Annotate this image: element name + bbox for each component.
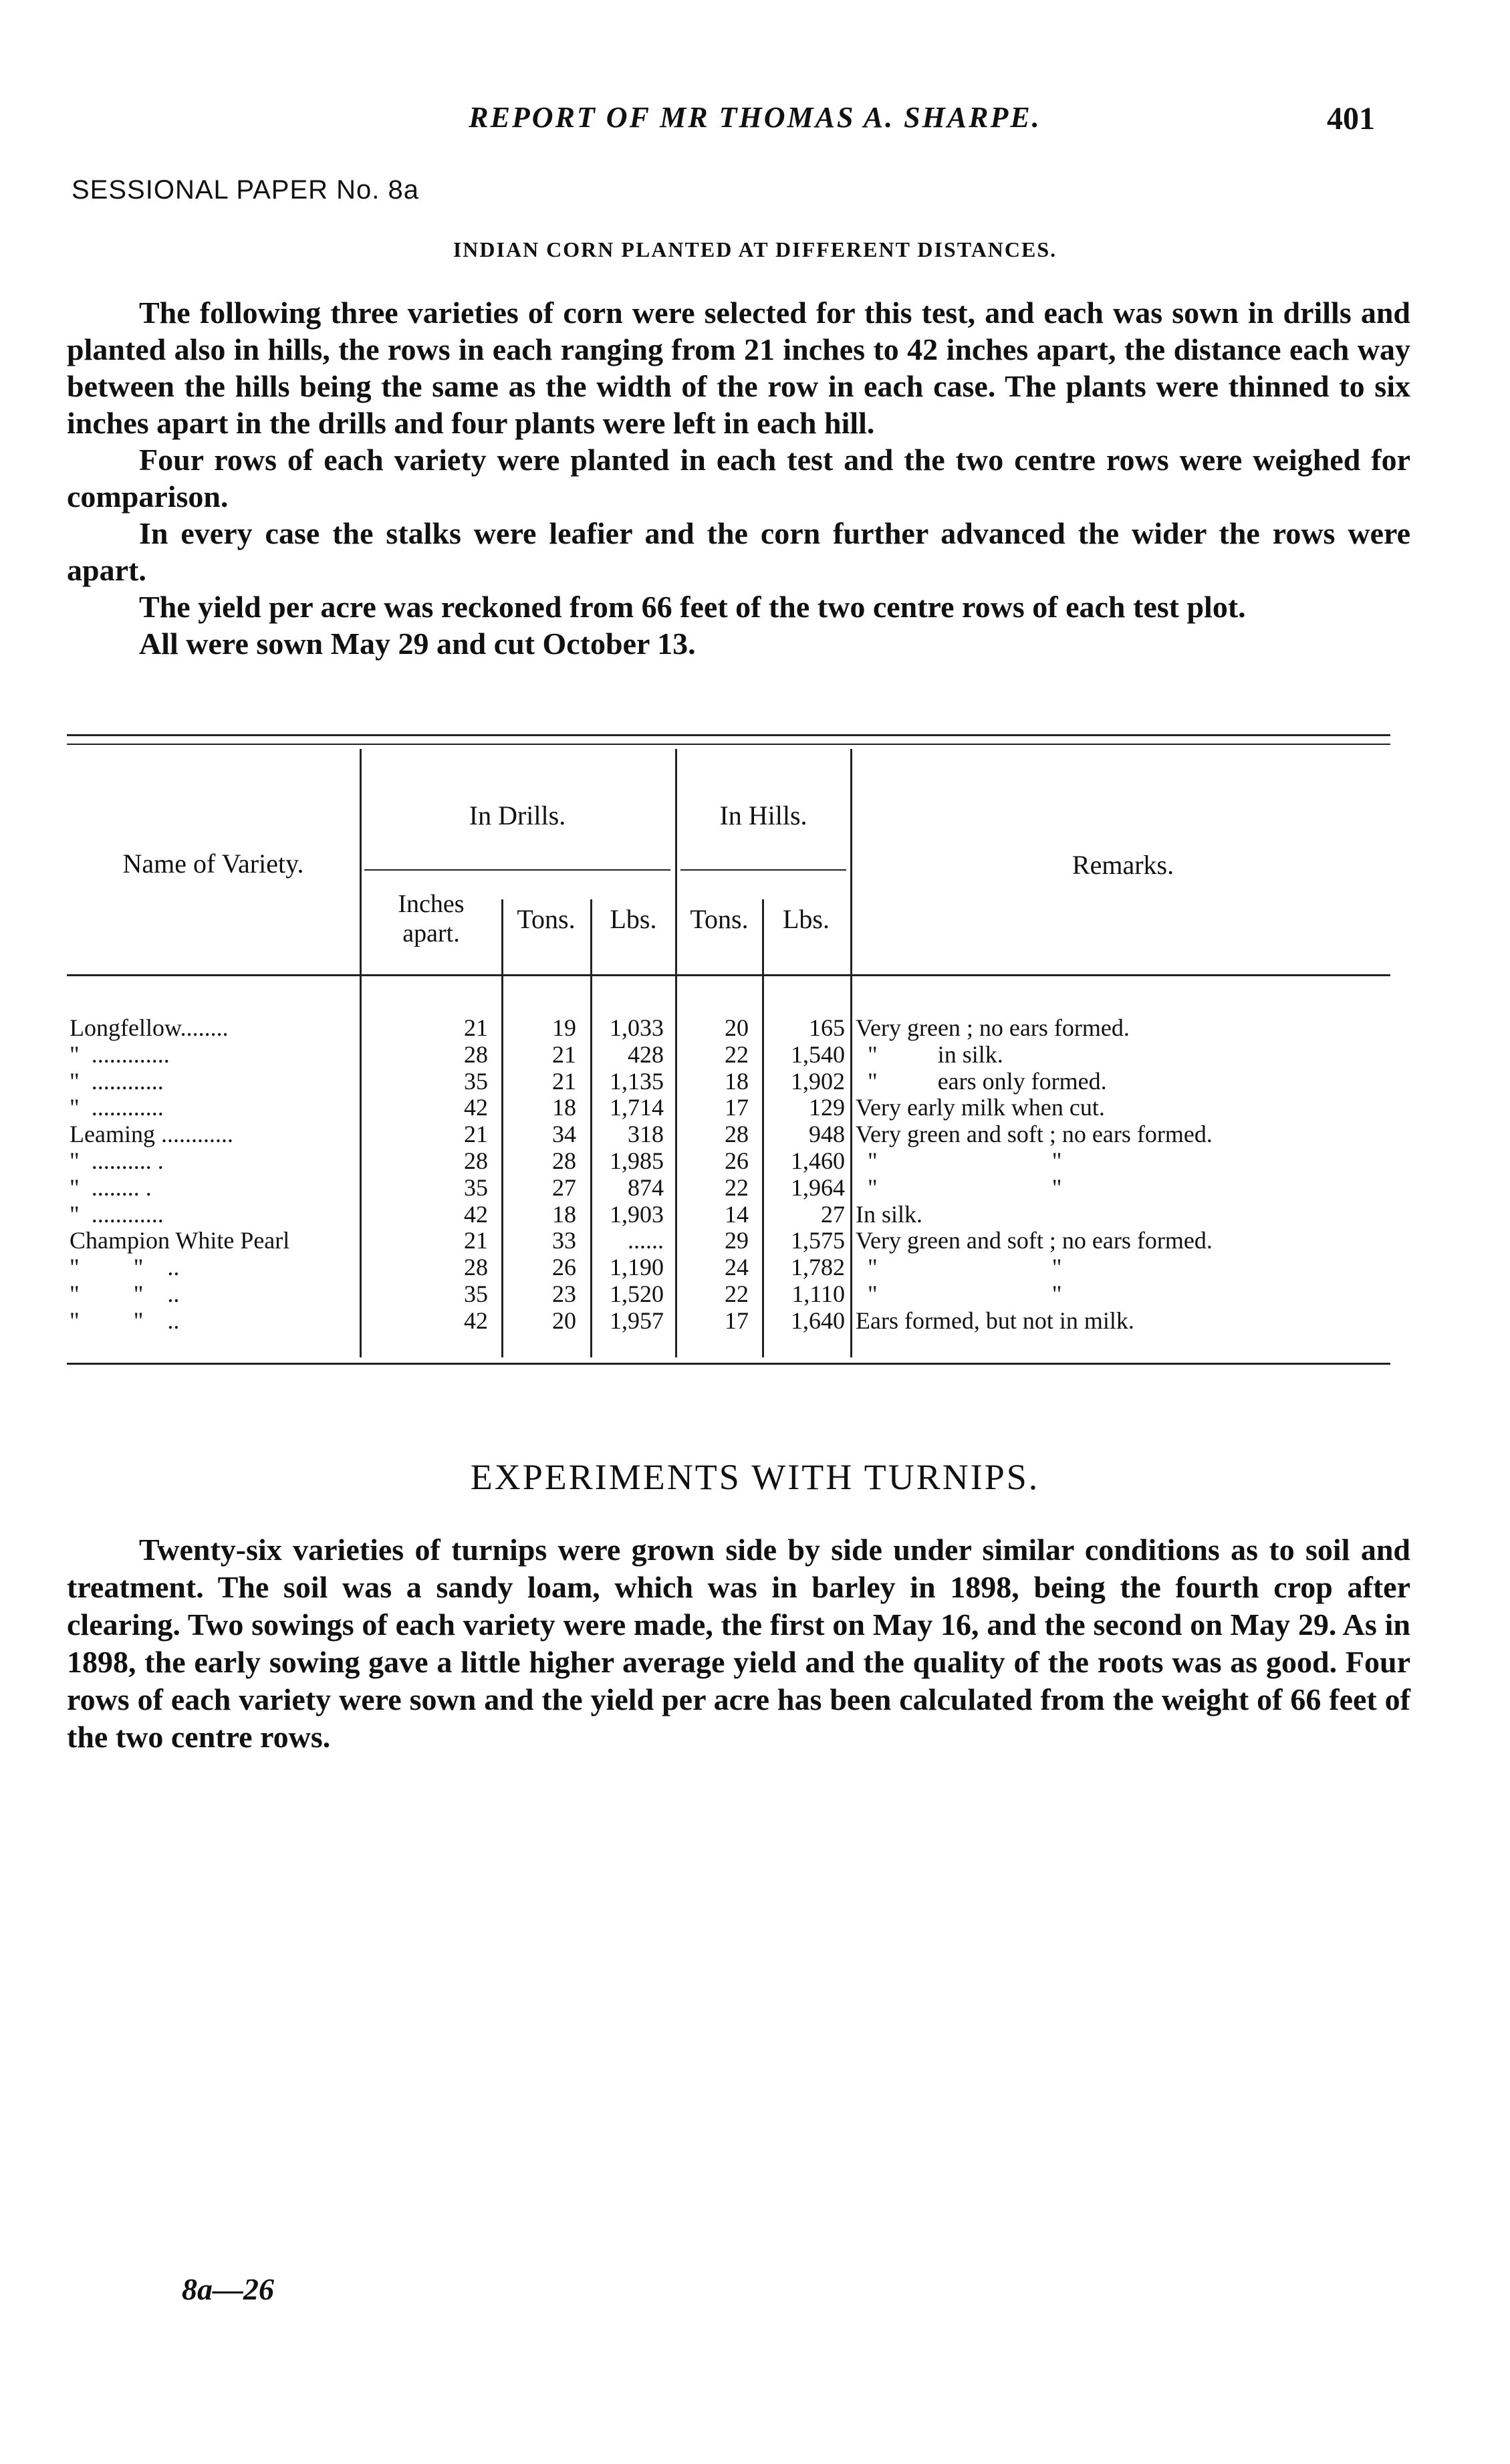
cell-variety-name: Champion White Pearl <box>70 1228 290 1254</box>
cell-inches-apart: 28 <box>464 1254 488 1281</box>
header-rule <box>67 974 1390 976</box>
cell-drills-lbs: 1,520 <box>610 1281 664 1307</box>
cell-variety-name: " .......... . <box>70 1148 164 1174</box>
cell-inches-apart: 28 <box>464 1041 488 1068</box>
cell-drills-tons: 18 <box>552 1095 576 1121</box>
cell-inches-apart: 35 <box>464 1068 488 1095</box>
cell-inches-apart: 42 <box>464 1095 488 1121</box>
cell-drills-tons: 21 <box>552 1041 576 1068</box>
corn-paragraph: In every case the stalks were leafier and the corn further advanced the wider the rows were apart. <box>67 516 1410 587</box>
turnip-section-title: EXPERIMENTS WITH TURNIPS. <box>470 1457 1040 1497</box>
header-remarks: Remarks. <box>1072 850 1174 880</box>
turnip-paragraph: Twenty-six varieties of turnips were grown side by side under similar conditions as to soil and treatment. The soil was a sandy loam, which was in barley in 1898, being the fourth crop after clearing. Two sowings of each variety were made, the first on May 16, and the second on May 29. As in 1898, the early sowing gave a little higher average yield and the quality of the roots was as good. Four rows of each variety were sown and the yield per acre has been calculated from the weight of 66 feet of the two centre rows. <box>67 1533 1410 1754</box>
cell-hills-lbs: 1,964 <box>791 1174 845 1201</box>
header-drills-tons: Tons. <box>517 904 576 934</box>
cell-variety-name: " " .. <box>70 1307 180 1334</box>
table-row <box>0 1281 1510 1308</box>
cell-drills-lbs: 1,135 <box>610 1068 664 1095</box>
cell-variety-name: Longfellow........ <box>70 1015 229 1041</box>
cell-drills-tons: 28 <box>552 1148 576 1174</box>
cell-inches-apart: 21 <box>464 1015 488 1041</box>
table-row <box>0 1202 1510 1228</box>
cell-remarks: " " <box>856 1254 1062 1281</box>
cell-variety-name: " ............. <box>70 1041 170 1068</box>
cell-drills-lbs: 1,714 <box>610 1095 664 1121</box>
cell-remarks: Ears formed, but not in milk. <box>856 1307 1134 1334</box>
table-row <box>0 1095 1510 1121</box>
cell-drills-tons: 18 <box>552 1201 576 1228</box>
cell-drills-tons: 27 <box>552 1174 576 1201</box>
cell-drills-tons: 33 <box>552 1228 576 1254</box>
cell-variety-name: " ............ <box>70 1095 164 1121</box>
cell-hills-lbs: 1,110 <box>791 1281 845 1307</box>
cell-remarks: Very early milk when cut. <box>856 1095 1105 1121</box>
cell-drills-tons: 20 <box>552 1307 576 1334</box>
cell-variety-name: " " .. <box>70 1281 180 1307</box>
cell-drills-lbs: 1,190 <box>610 1254 664 1281</box>
table-row <box>0 1175 1510 1202</box>
cell-drills-lbs: 1,985 <box>610 1148 664 1174</box>
table-row <box>0 1148 1510 1175</box>
table-row <box>0 1015 1510 1042</box>
cell-inches-apart: 28 <box>464 1148 488 1174</box>
footer-signature: 8a—26 <box>182 2272 274 2306</box>
cell-drills-tons: 34 <box>552 1121 576 1148</box>
cell-drills-lbs: 1,033 <box>610 1015 664 1041</box>
cell-hills-lbs: 165 <box>809 1015 845 1041</box>
cell-hills-lbs: 1,540 <box>791 1041 845 1068</box>
cell-variety-name: " ............ <box>70 1201 164 1228</box>
cell-hills-lbs: 1,902 <box>791 1068 845 1095</box>
cell-remarks: Very green ; no ears formed. <box>856 1015 1130 1041</box>
cell-hills-tons: 24 <box>725 1254 749 1281</box>
table-bottom-rule <box>67 1363 1390 1365</box>
turnip-section-body <box>67 1531 1410 1756</box>
cell-remarks: " ears only formed. <box>856 1068 1107 1095</box>
cell-inches-apart: 21 <box>464 1228 488 1254</box>
cell-hills-tons: 17 <box>725 1095 749 1121</box>
cell-drills-tons: 26 <box>552 1254 576 1281</box>
cell-hills-lbs: 129 <box>809 1095 845 1121</box>
cell-hills-lbs: 1,640 <box>791 1307 845 1334</box>
cell-variety-name: Leaming ............ <box>70 1121 233 1148</box>
cell-remarks: Very green and soft ; no ears formed. <box>856 1228 1213 1254</box>
cell-hills-tons: 28 <box>725 1121 749 1148</box>
header-drills-lbs: Lbs. <box>610 904 657 934</box>
group-rule <box>680 869 846 871</box>
table-row <box>0 1308 1510 1335</box>
cell-variety-name: " ........ . <box>70 1174 152 1201</box>
header-name-of-variety: Name of Variety. <box>122 849 304 879</box>
cell-drills-tons: 19 <box>552 1015 576 1041</box>
cell-inches-apart: 35 <box>464 1174 488 1201</box>
header-in-drills: In Drills. <box>469 800 566 830</box>
cell-drills-tons: 21 <box>552 1068 576 1095</box>
cell-drills-tons: 23 <box>552 1281 576 1307</box>
table-row <box>0 1121 1510 1148</box>
cell-hills-tons: 22 <box>725 1281 749 1307</box>
cell-hills-tons: 22 <box>725 1041 749 1068</box>
cell-remarks: " " <box>856 1174 1062 1201</box>
cell-hills-tons: 20 <box>725 1015 749 1041</box>
cell-drills-lbs: ...... <box>628 1228 664 1254</box>
header-hills-lbs: Lbs. <box>783 904 830 934</box>
cell-drills-lbs: 874 <box>628 1174 664 1201</box>
cell-inches-apart: 42 <box>464 1307 488 1334</box>
cell-drills-lbs: 428 <box>628 1041 664 1068</box>
running-head: REPORT OF MR THOMAS A. SHARPE. <box>469 101 1041 134</box>
table-row <box>0 1254 1510 1281</box>
table-row <box>0 1069 1510 1095</box>
corn-paragraph: The following three varieties of corn were selected for this test, and each was sown in drills and planted also in hills, the rows in each ranging from 21 inches to 42 inches apart, the distance each way between the hills being the same as the width of the row in each case. The plants were thinned to six inches apart in the drills and four plants were left in each hill. <box>67 296 1410 440</box>
cell-drills-lbs: 318 <box>628 1121 664 1148</box>
table-top-rule <box>67 744 1390 745</box>
cell-remarks: " " <box>856 1148 1062 1174</box>
cell-drills-lbs: 1,903 <box>610 1201 664 1228</box>
cell-hills-lbs: 948 <box>809 1121 845 1148</box>
cell-remarks: Very green and soft ; no ears formed. <box>856 1121 1213 1148</box>
cell-inches-apart: 21 <box>464 1121 488 1148</box>
group-rule <box>364 869 670 871</box>
cell-remarks: " " <box>856 1281 1062 1307</box>
cell-drills-lbs: 1,957 <box>610 1307 664 1334</box>
header-inches-apart: Inches apart. <box>398 890 465 947</box>
cell-inches-apart: 42 <box>464 1201 488 1228</box>
corn-paragraph: Four rows of each variety were planted in each test and the two centre rows were weighed for comparison. <box>67 443 1410 514</box>
cell-hills-tons: 22 <box>725 1174 749 1201</box>
cell-hills-tons: 17 <box>725 1307 749 1334</box>
cell-hills-tons: 18 <box>725 1068 749 1095</box>
table-row <box>0 1042 1510 1069</box>
cell-hills-tons: 26 <box>725 1148 749 1174</box>
cell-hills-tons: 14 <box>725 1201 749 1228</box>
cell-hills-lbs: 1,460 <box>791 1148 845 1174</box>
table-top-rule <box>67 734 1390 736</box>
corn-paragraph: All were sown May 29 and cut October 13. <box>139 627 696 661</box>
cell-hills-tons: 29 <box>725 1228 749 1254</box>
header-hills-tons: Tons. <box>690 904 749 934</box>
cell-inches-apart: 35 <box>464 1281 488 1307</box>
cell-hills-lbs: 27 <box>821 1201 845 1228</box>
cell-variety-name: " ............ <box>70 1068 164 1095</box>
cell-variety-name: " " .. <box>70 1254 180 1281</box>
corn-paragraph: The yield per acre was reckoned from 66 feet of the two centre rows of each test plot. <box>139 590 1246 624</box>
header-in-hills: In Hills. <box>719 800 807 830</box>
corn-section-heading: INDIAN CORN PLANTED AT DIFFERENT DISTANCES. <box>453 237 1057 261</box>
cell-hills-lbs: 1,782 <box>791 1254 845 1281</box>
table-row <box>0 1228 1510 1254</box>
cell-remarks: In silk. <box>856 1201 923 1228</box>
page-number: 401 <box>1327 101 1375 136</box>
cell-remarks: " in silk. <box>856 1041 1003 1068</box>
sessional-paper-label: SESSIONAL PAPER No. 8a <box>72 175 419 205</box>
cell-hills-lbs: 1,575 <box>791 1228 845 1254</box>
